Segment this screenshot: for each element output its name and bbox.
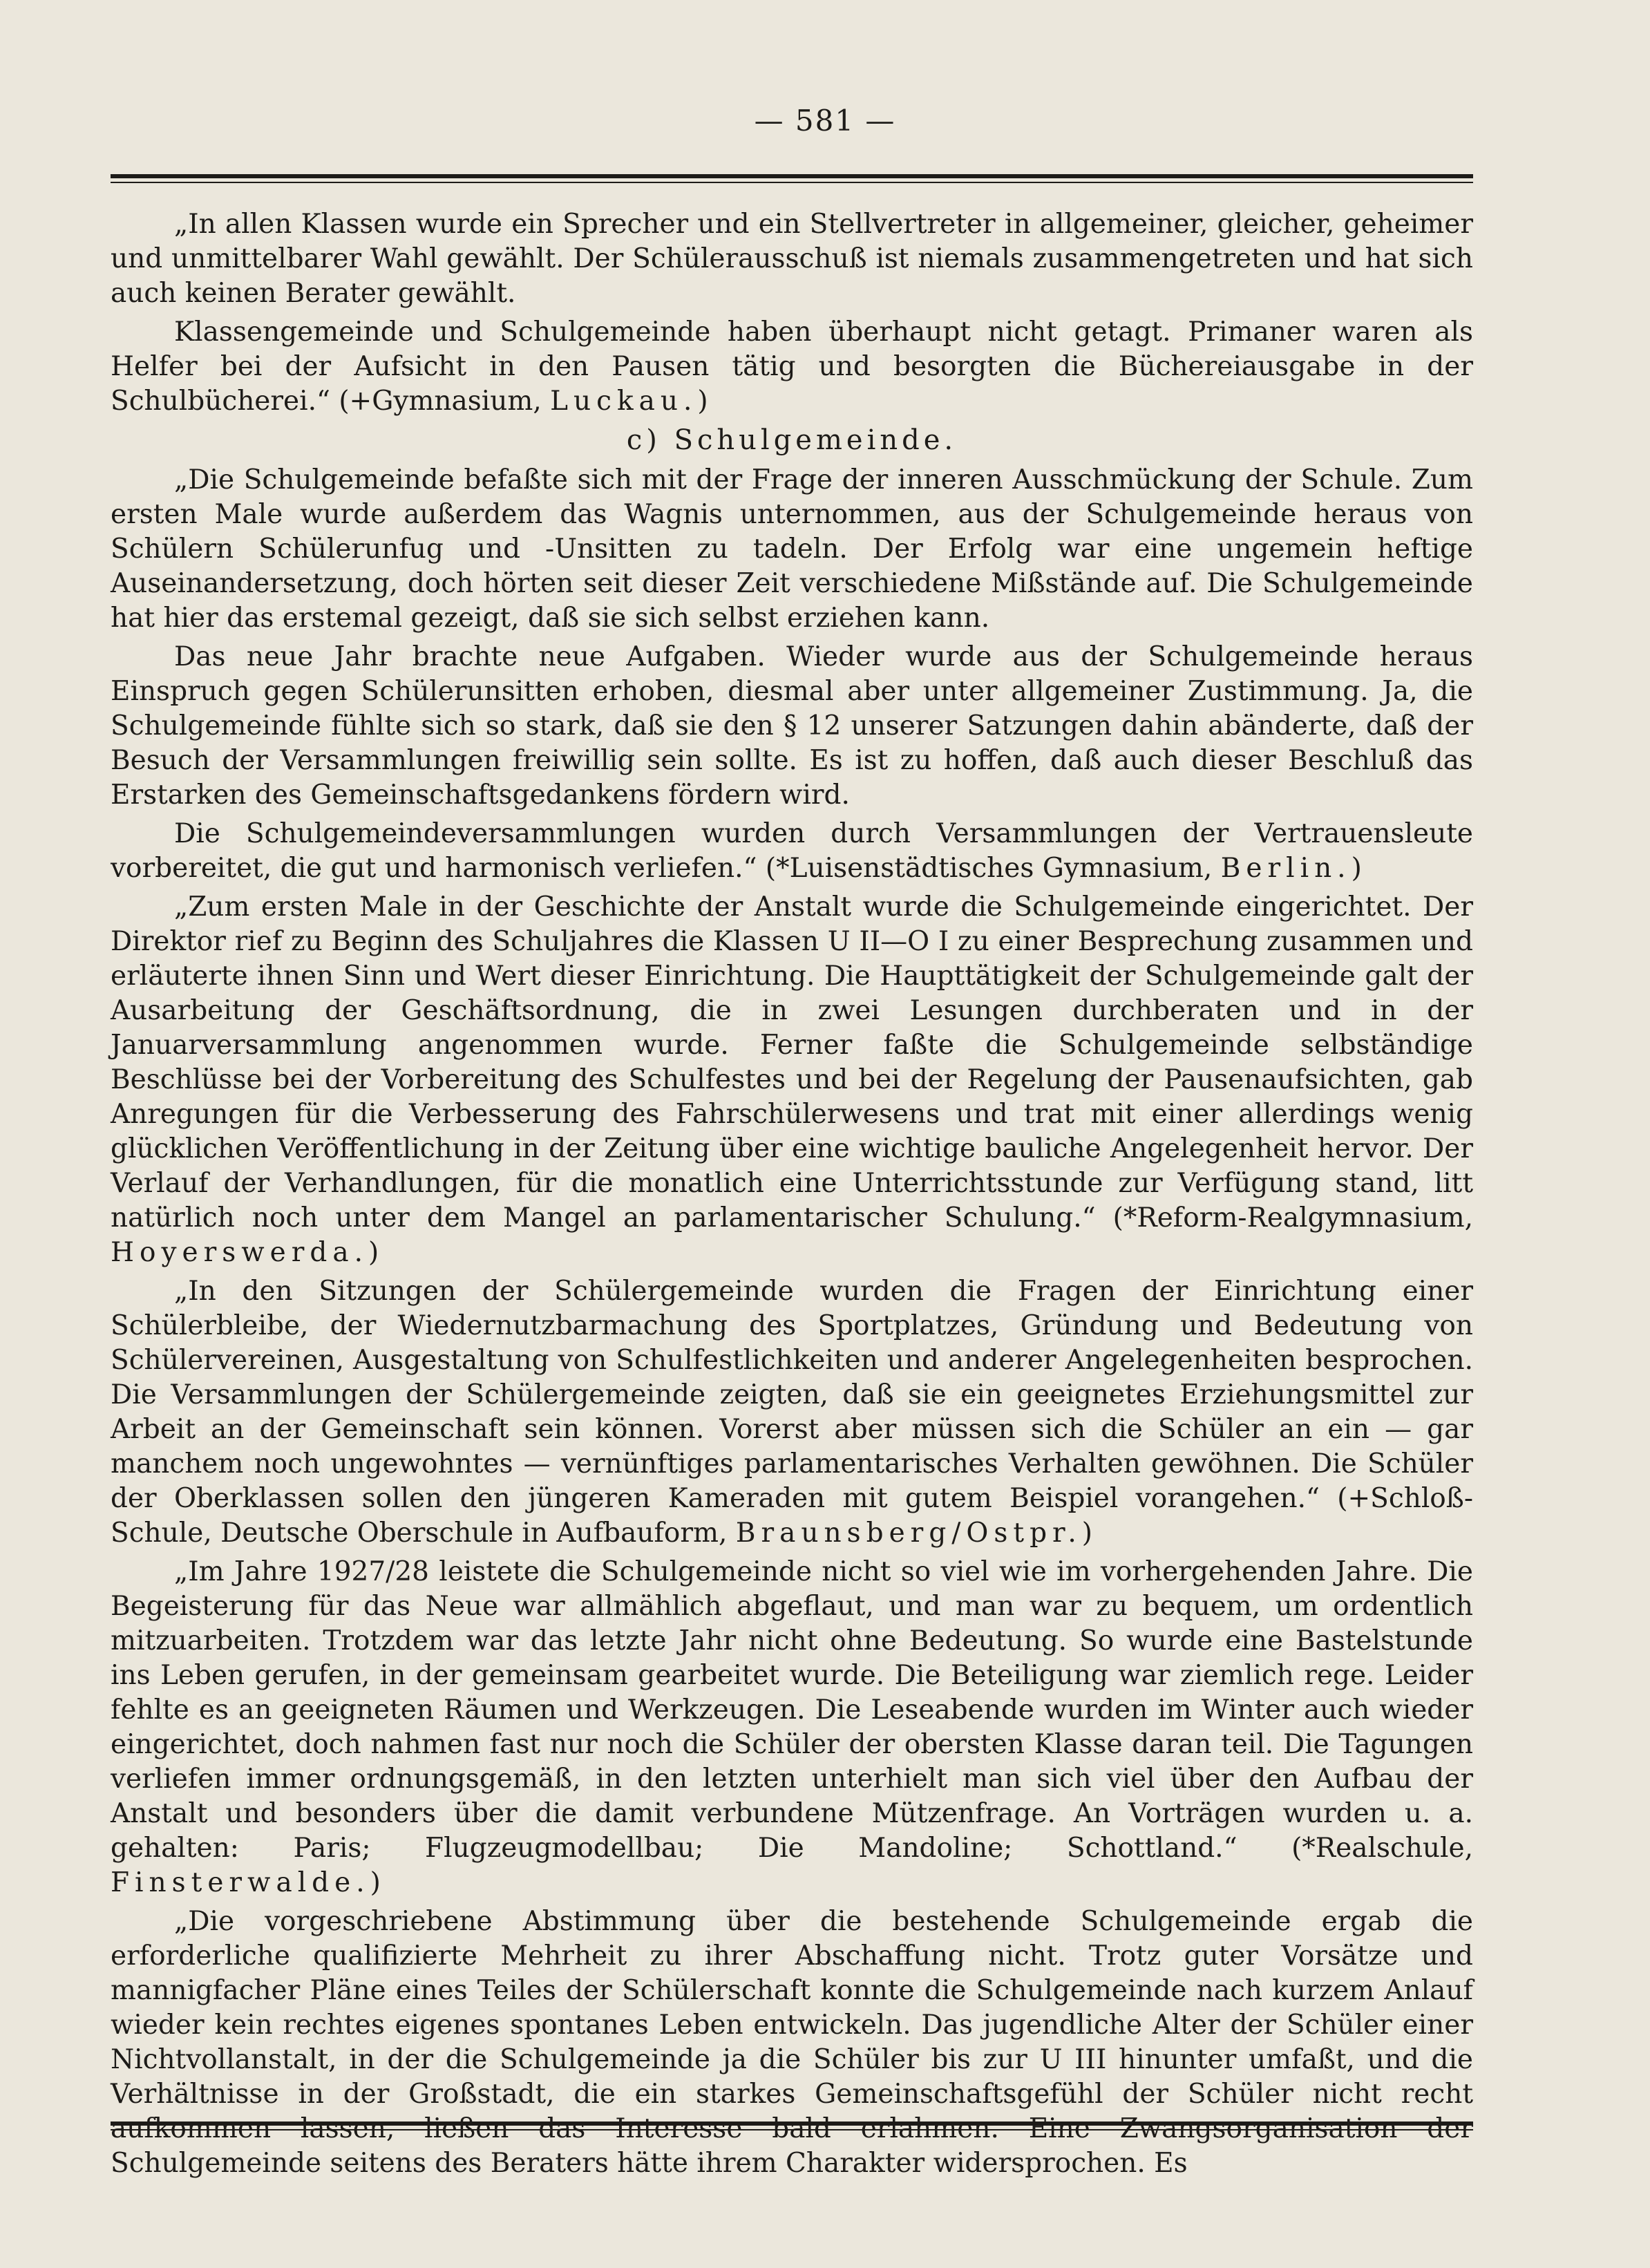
school-location: Luckau.) [550, 386, 714, 417]
paragraph: Klassengemeinde und Schulgemeinde haben überhaupt nicht getagt. Primaner waren als Helfer bei der Aufsicht in den Pausen tätig und besorgten die Büchereiausgabe in der Schulbücherei.“ (+Gymnasium, Luckau.) [111, 316, 1473, 417]
paragraph: „Die vorgeschriebene Abstimmung über die bestehende Schulgemeinde ergab die erforderliche qualifizierte Mehrheit zu ihrer Abschaffung nicht. Trotz guter Vorsätze und mannigfacher Pläne eines Teiles der Schülerschaft konnte die Schulgemeinde nach kurzem Anlauf wieder kein rechtes eigenes spontanes Leben entwickeln. Das jugendliche Alter der Schüler einer Nichtvollanstalt, in der die Schulgemeinde ja die Schüler bis zur U III hinunter umfaßt, und die Verhältnisse in der Großstadt, die ein starkes Gemeinschaftsgefühl der Schüler nicht recht aufkommen lassen, ließen das Interesse bald erlahmen. Eine Zwangsorganisation der Schulgemeinde seitens des Beraters hätte ihrem Charakter widersprochen. Es [111, 1906, 1473, 2179]
school-location: Berlin.) [1220, 853, 1367, 884]
top-double-rule [111, 174, 1473, 183]
paragraph: „Zum ersten Male in der Geschichte der Anstalt wurde die Schulgemeinde eingerichtet. Der Direktor rief zu Beginn des Schuljahres die Klassen U II—O I zu einer Besprechung zusammen und erläuterte ihnen Sinn und Wert dieser Einrichtung. Die Haupttätigkeit der Schulgemeinde galt der Ausarbeitung der Geschäftsordnung, die in zwei Lesungen durchberaten und in der Januarversammlung angenommen wurde. Ferner faßte die Schulgemeinde selbständige Beschlüsse bei der Vorbereitung des Schulfestes und bei der Regelung der Pausenaufsichten, gab Anregungen für die Verbesserung des Fahrschülerwesens und trat mit einer allerdings wenig glücklichen Veröffentlichung in der Zeitung über eine wichtige bauliche Angelegenheit hervor. Der Verlauf der Verhandlungen, für die monatlich eine Unterrichtsstunde zur Verfügung stand, litt natürlich noch unter dem Mangel an parlamentarischer Schulung.“ (*Reform-Realgymnasium, Hoyerswerda.) [111, 891, 1473, 1268]
paragraph: „Die Schulgemeinde befaßte sich mit der Frage der inneren Ausschmückung der Schule. Zum ersten Male wurde außerdem das Wagnis unternommen, aus der Schulgemeinde heraus von Schülern Schülerunfug und -Unsitten zu tadeln. Der Erfolg war eine ungemein heftige Auseinandersetzung, doch hörten seit dieser Zeit verschiedene Mißstände auf. Die Schulgemeinde hat hier das erstemal gezeigt, daß sie sich selbst erziehen kann. [111, 464, 1473, 634]
page-number: — 581 — [754, 104, 896, 138]
bottom-double-rule [111, 2121, 1473, 2130]
paragraph: „In allen Klassen wurde ein Sprecher und ein Stellvertreter in allgemeiner, gleicher, geheimer und unmittelbarer Wahl gewählt. Der Schülerausschuß ist niemals zusammengetreten und hat sich auch keinen Berater gewählt. [111, 209, 1473, 309]
section-heading: c) Schulgemeinde. [626, 424, 958, 456]
body-text [111, 207, 1473, 2185]
paragraph: „In den Sitzungen der Schülergemeinde wurden die Fragen der Einrichtung einer Schülerbleibe, der Wiedernutzbarmachung des Sportplatzes, Gründung und Bedeutung von Schülervereinen, Ausgestaltung von Schulfestlichkeiten und anderer Angelegenheiten besprochen. Die Versammlungen der Schülergemeinde zeigten, daß sie ein geeignetes Erziehungsmittel zur Arbeit an der Gemeinschaft sein können. Vorerst aber müssen sich die Schüler an ein — gar manchem noch ungewohntes — vernünftiges parlamentarisches Verhalten gewöhnen. Die Schüler der Oberklassen sollen den jüngeren Kameraden mit gutem Beispiel vorangehen.“ (+Schloß-Schule, Deutsche Oberschule in Aufbauform, Braunsberg/Ostpr.) [111, 1276, 1473, 1549]
paragraph: Das neue Jahr brachte neue Aufgaben. Wieder wurde aus der Schulgemeinde heraus Einspruch gegen Schülerunsitten erhoben, diesmal aber unter allgemeiner Zustimmung. Ja, die Schulgemeinde fühlte sich so stark, daß sie den § 12 unserer Satzungen dahin abänderte, daß der Besuch der Versammlungen freiwillig sein sollte. Es ist zu hoffen, daß auch dieser Beschluß das Erstarken des Gemeinschaftsgedankens fördern wird. [111, 641, 1473, 811]
school-location: Hoyerswerda.) [111, 1237, 385, 1268]
school-location: Finsterwalde.) [111, 1867, 386, 1898]
paragraph: Die Schulgemeindeversammlungen wurden durch Versammlungen der Vertrauensleute vorbereitet, die gut und harmonisch verliefen.“ (*Luisenstädtisches Gymnasium, Berlin.) [111, 818, 1473, 884]
school-location: Braunsberg/Ostpr.) [735, 1518, 1099, 1549]
paragraph: „Im Jahre 1927/28 leistete die Schulgemeinde nicht so viel wie im vorhergehenden Jahre. Die Begeisterung für das Neue war allmählich abgeflaut, und man war zu bequem, um ordentlich mitzuarbeiten. Trotzdem war das letzte Jahr nicht ohne Bedeutung. So wurde eine Bastelstunde ins Leben gerufen, in der gemeinsam gearbeitet wurde. Die Beteiligung war ziemlich rege. Leider fehlte es an geeigneten Räumen und Werkzeugen. Die Leseabende wurden im Winter auch wieder eingerichtet, doch nahmen fast nur noch die Schüler der obersten Klasse daran teil. Die Tagungen verliefen immer ordnungsgemäß, in den letzten unterhielt man sich viel über den Aufbau der Anstalt und besonders über die damit verbundene Mützenfrage. An Vorträgen wurden u. a. gehalten: Paris; Flugzeugmodellbau; Die Mandoline; Schottland.“ (*Realschule, Finsterwalde.) [111, 1556, 1473, 1898]
